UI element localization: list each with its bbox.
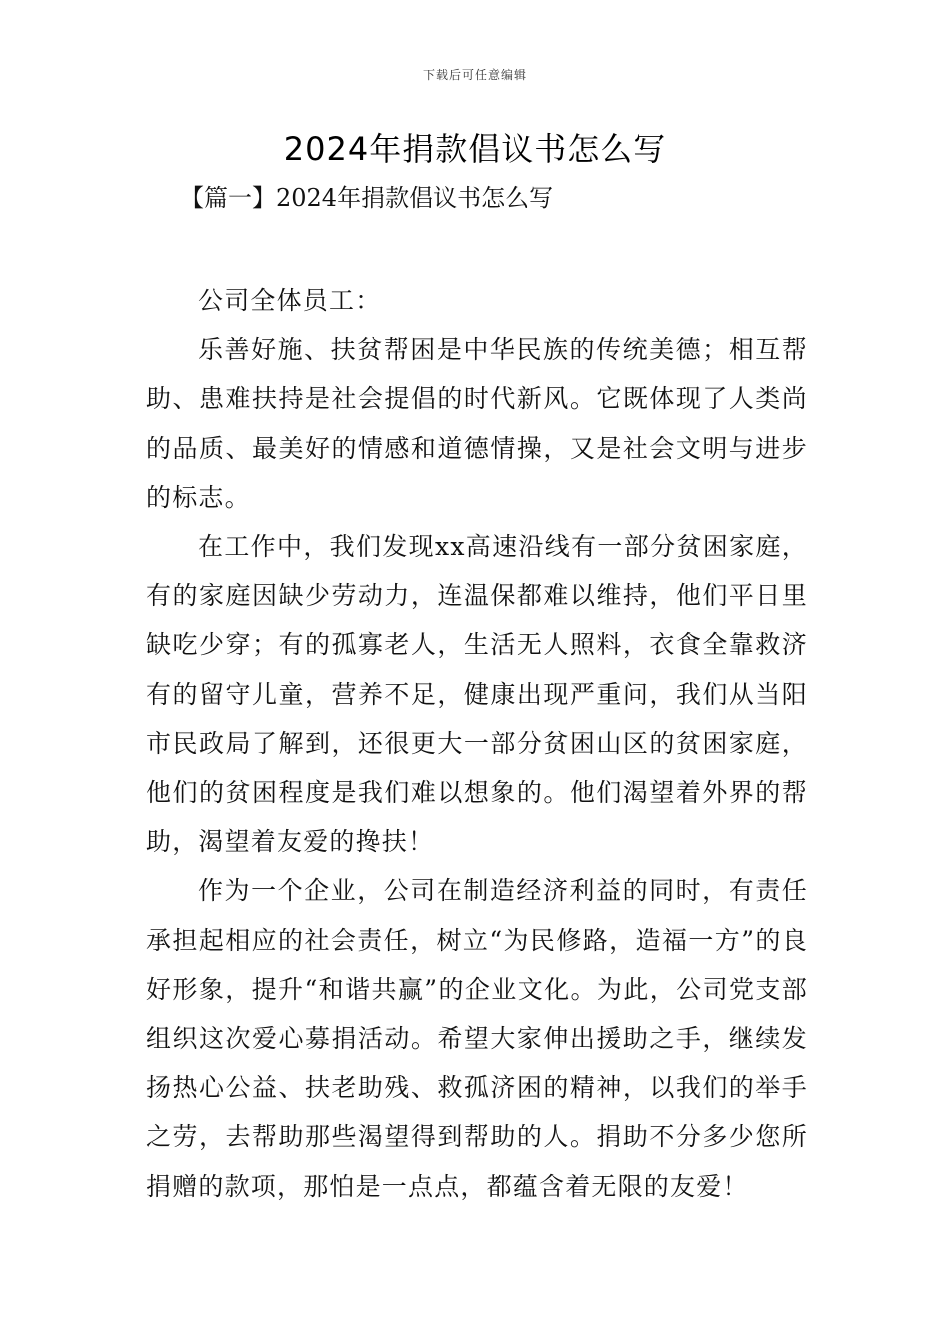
section-subtitle: 【篇一】2024年捐款倡议书怎么写 bbox=[180, 184, 554, 212]
paragraph: 在工作中，我们发现xx高速沿线有一部分贫困家庭，有的家庭因缺少劳动力，连温保都难以维持，他们平日里缺吃少穿；有的孤寡老人，生活无人照料，衣食全靠救济有的留守儿童，营养不足，健康出现严重问，我们从当阳市民政局了解到，还很更大一部分贫困山区的贫困家庭，他们的贫困程度是我们难以想象的。他们渴望着外界的帮助，渴望着友爱的搀扶！ bbox=[146, 532, 808, 857]
document-body bbox=[146, 276, 808, 1211]
paragraph: 作为一个企业，公司在制造经济利益的同时，有责任承担起相应的社会责任，树立“为民修路，造福一方”的良好形象，提升“和谐共赢”的企业文化。为此，公司党支部组织这次爱心募捐活动。希望大家伸出援助之手，继续发扬热心公益、扶老助残、救孤济困的精神，以我们的举手之劳，去帮助那些渴望得到帮助的人。捐助不分多少您所捐赠的款项，那怕是一点点，都蕴含着无限的友爱！ bbox=[146, 876, 808, 1201]
header-note: 下载后可任意编辑 bbox=[422, 68, 527, 82]
document-title: 2024年捐款倡议书怎么写 bbox=[283, 130, 667, 168]
salutation: 公司全体员工： bbox=[198, 286, 382, 315]
paragraph: 乐善好施、扶贫帮困是中华民族的传统美德；相互帮助、患难扶持是社会提倡的时代新风。它既体现了人类尚的品质、最美好的情感和道德情操，又是社会文明与进步的标志。 bbox=[146, 335, 808, 512]
